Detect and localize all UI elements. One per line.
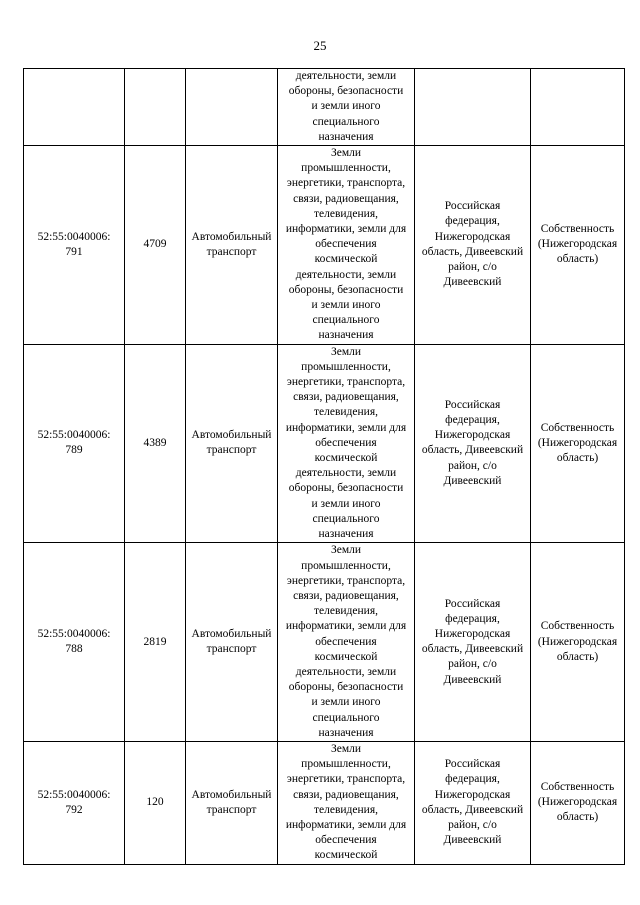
table-row (24, 69, 625, 146)
land-category-cell: Земли промышленности, энергетики, транспорта, связи, радиовещания, телевидения, информатики, земли для обеспечения космической деятельности, земли обороны, безопасности и земли иного специального назначения (278, 146, 415, 345)
right-type-cell: Собственность (Нижегородская область) (531, 146, 625, 345)
location-cell: Российская федерация, Нижегородская область, Дивеевский район, с/о Дивеевский (415, 146, 531, 345)
purpose-cell: Автомобильный транспорт (186, 741, 278, 864)
location-cell (415, 69, 531, 146)
land-category-cell: Земли промышленности, энергетики, транспорта, связи, радиовещания, телевидения, информатики, земли для обеспечения космической (278, 741, 415, 864)
purpose-cell: Автомобильный транспорт (186, 344, 278, 543)
right-type-cell: Собственность (Нижегородская область) (531, 543, 625, 742)
table-row (24, 741, 625, 864)
area-cell: 2819 (125, 543, 186, 742)
cadastral-number-cell: 52:55:0040006: 792 (24, 741, 125, 864)
cadastral-number-cell (24, 69, 125, 146)
purpose-cell: Автомобильный транспорт (186, 543, 278, 742)
cadastral-number-cell: 52:55:0040006: 788 (24, 543, 125, 742)
area-cell (125, 69, 186, 146)
area-cell: 4389 (125, 344, 186, 543)
area-cell: 120 (125, 741, 186, 864)
location-cell: Российская федерация, Нижегородская область, Дивеевский район, с/о Дивеевский (415, 344, 531, 543)
land-category-cell: Земли промышленности, энергетики, транспорта, связи, радиовещания, телевидения, информатики, земли для обеспечения космической деятельности, земли обороны, безопасности и земли иного специального назначения (278, 543, 415, 742)
right-type-cell: Собственность (Нижегородская область) (531, 741, 625, 864)
land-plots-table (23, 68, 625, 865)
cadastral-number-cell: 52:55:0040006: 789 (24, 344, 125, 543)
location-cell: Российская федерация, Нижегородская область, Дивеевский район, с/о Дивеевский (415, 543, 531, 742)
land-category-cell: Земли промышленности, энергетики, транспорта, связи, радиовещания, телевидения, информатики, земли для обеспечения космической деятельности, земли обороны, безопасности и земли иного специального назначения (278, 344, 415, 543)
table-row (24, 543, 625, 742)
right-type-cell (531, 69, 625, 146)
land-category-cell: деятельности, земли обороны, безопасности и земли иного специального назначения (278, 69, 415, 146)
purpose-cell: Автомобильный транспорт (186, 146, 278, 345)
area-cell: 4709 (125, 146, 186, 345)
table-row (24, 146, 625, 345)
right-type-cell: Собственность (Нижегородская область) (531, 344, 625, 543)
location-cell: Российская федерация, Нижегородская область, Дивеевский район, с/о Дивеевский (415, 741, 531, 864)
table-row (24, 344, 625, 543)
purpose-cell (186, 69, 278, 146)
page-number: 25 (313, 38, 327, 53)
cadastral-number-cell: 52:55:0040006: 791 (24, 146, 125, 345)
